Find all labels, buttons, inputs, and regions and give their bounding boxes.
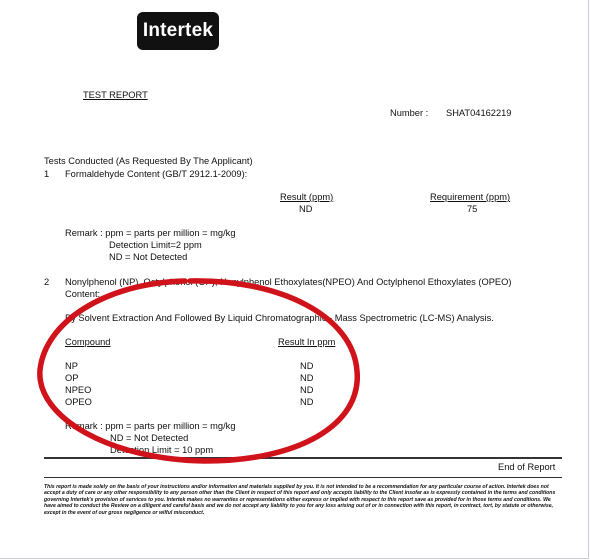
- test2-name-line2: Content:: [65, 289, 101, 299]
- tests-conducted-heading: Tests Conducted (As Requested By The Applicant): [44, 156, 253, 166]
- end-divider: [44, 457, 562, 459]
- test2-remark-line1: Remark : ppm = parts per million = mg/kg: [65, 421, 236, 431]
- test2-method: By Solvent Extraction And Followed By Liquid Chromatographic - Mass Spectrometric (LC-MS) Analysis.: [65, 313, 494, 323]
- result-npeo: ND: [300, 385, 314, 395]
- test2-remark-line2: ND = Not Detected: [110, 433, 189, 443]
- compound-opeo: OPEO: [65, 397, 92, 407]
- compound-np: NP: [65, 361, 78, 371]
- report-number-label: Number :: [390, 108, 429, 118]
- test1-name: Formaldehyde Content (GB/T 2912.1-2009):: [65, 169, 248, 179]
- test2-index: 2: [44, 277, 50, 287]
- test2-remark-line3: Detection Limit = 10 ppm: [110, 445, 214, 455]
- report-number-value: SHAT04162219: [446, 108, 512, 118]
- compound-npeo: NPEO: [65, 385, 92, 395]
- test1-result-header: Result (ppm): [280, 192, 334, 202]
- compound-op: OP: [65, 373, 79, 383]
- test1-remark-line2: Detection Limit=2 ppm: [109, 240, 202, 250]
- result-opeo: ND: [300, 397, 314, 407]
- disclaimer-divider: [44, 477, 562, 478]
- test1-remark-line1: Remark : ppm = parts per million = mg/kg: [65, 228, 236, 238]
- test1-result-value: ND: [299, 204, 313, 214]
- report-title: TEST REPORT: [83, 90, 148, 100]
- logo-text: Intertek: [142, 20, 214, 41]
- compound-header: Compound: [65, 337, 111, 347]
- result-op: ND: [300, 373, 314, 383]
- disclaimer-text: This report is made solely on the basis of your instructions and/or information and materials supplied by you. It is not intended to be a recommendation for any particular course of action. Intertek does not accept a duty of care or any other responsibility to any person other than the Client in respect of this report and only accepts liability to the Client insofar as is expressly contained in the terms and conditions governing Intertek's provision of services to you. Intertek makes no warranties or representations either express or implied with respect to this report save as provided for in those terms and conditions. We have aimed to conduct the Review on a diligent and careful basis and we do not accept any liability to you for any loss arising out of or in connection with this report, in contract, tort, by statute or otherwise, except in the event of our gross negligence or wilful misconduct.: [44, 484, 556, 516]
- intertek-logo: [137, 12, 219, 50]
- end-of-report: End of Report: [498, 462, 556, 472]
- test1-requirement-value: 75: [467, 204, 478, 214]
- test2-name-line1: Nonylphenol (NP), Octylphenol (OP), Nonylphenol Ethoxylates(NPEO) And Octylphenol Ethoxylates (OPEO): [65, 277, 512, 287]
- test1-remark-line3: ND = Not Detected: [109, 252, 188, 262]
- result-in-ppm-header: Result In ppm: [278, 337, 336, 347]
- result-np: ND: [300, 361, 314, 371]
- test1-requirement-header: Requirement (ppm): [430, 192, 511, 202]
- test1-index: 1: [44, 169, 50, 179]
